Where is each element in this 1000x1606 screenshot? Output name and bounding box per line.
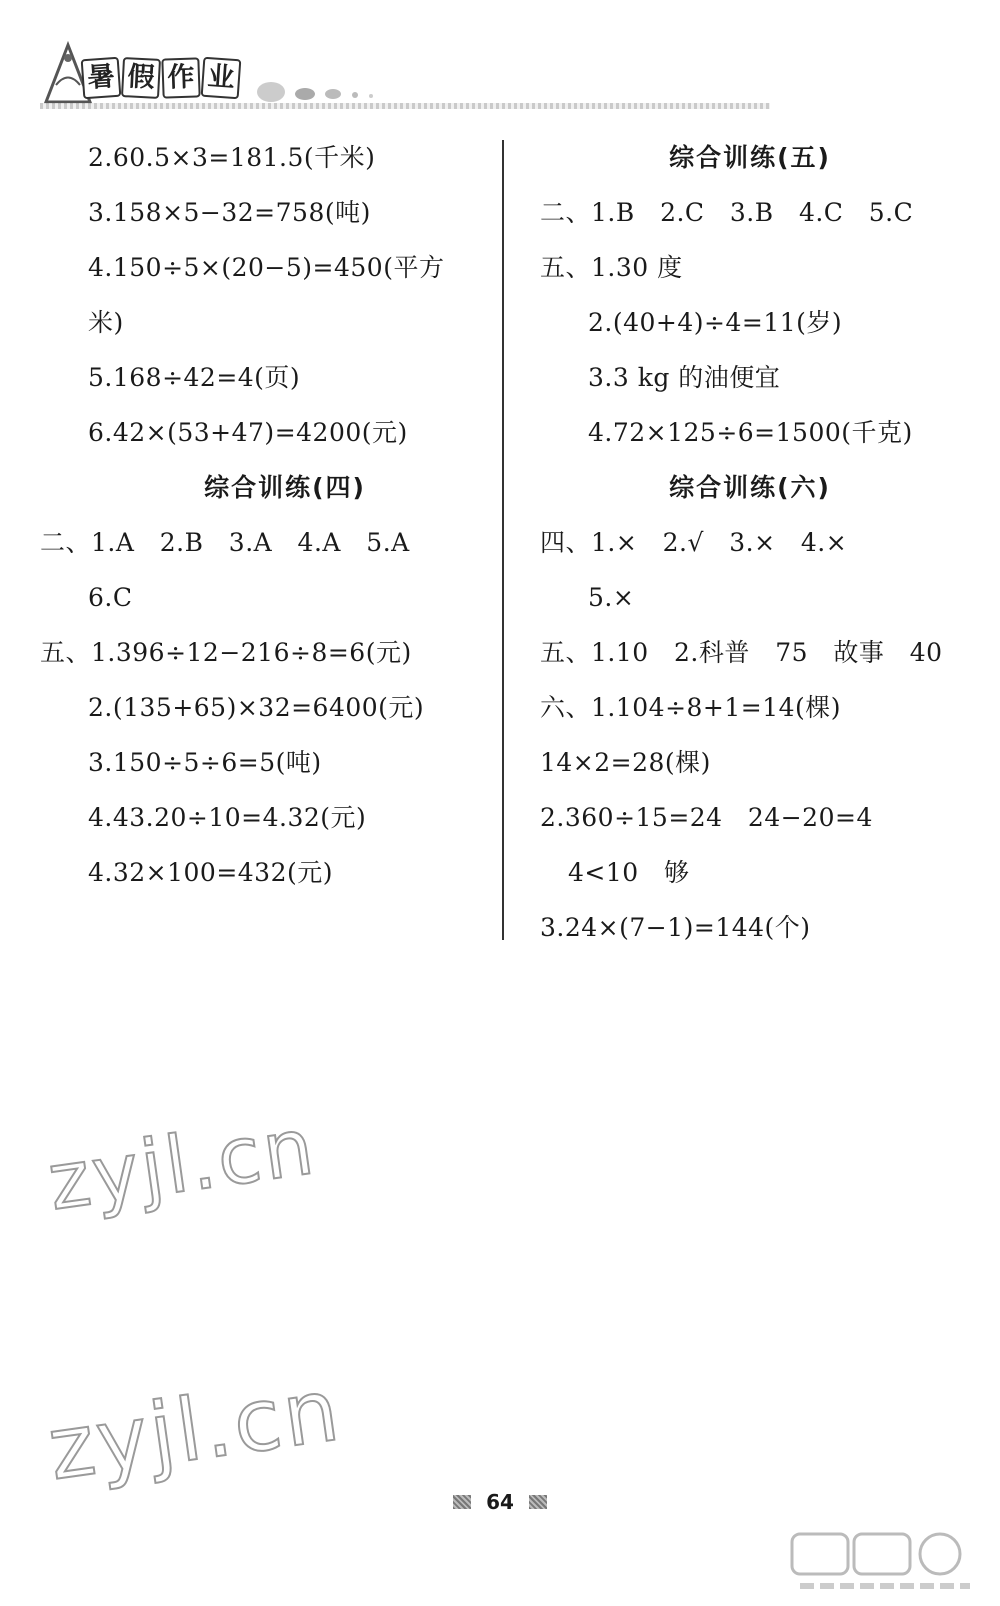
answer-line: 四、1.× 2.√ 3.× 4.×: [540, 528, 848, 557]
answer-line: 6.C: [88, 583, 133, 612]
answer-line: 2.(40+4)÷4=11(岁): [588, 308, 843, 337]
column-divider: [502, 140, 504, 940]
answer-line: 4<10 够: [568, 858, 690, 887]
header-underline: [40, 103, 770, 109]
answer-line: 3.158×5−32=758(吨): [88, 198, 371, 227]
left-column: [40, 130, 490, 900]
answer-line: 2.(135+65)×32=6400(元): [88, 693, 425, 722]
page-header: [0, 0, 1000, 120]
answer-line: 5.×: [588, 583, 635, 612]
footer-decoration-icon: [529, 1495, 547, 1509]
answer-line: 3.150÷5÷6=5(吨): [88, 748, 322, 777]
answer-line: 14×2=28(棵): [540, 748, 711, 777]
answer-line: 4.32×100=432(元): [88, 858, 334, 887]
watermark: zyjl.cn: [43, 1101, 322, 1229]
answer-line: 五、1.10 2.科普 75 故事 40: [540, 638, 943, 667]
footer-decoration-icon: [453, 1495, 471, 1509]
answer-line: 6.42×(53+47)=4200(元): [88, 418, 408, 447]
answer-line: 六、1.104÷8+1=14(棵): [540, 693, 842, 722]
section-heading: 综合训练(五): [669, 143, 831, 172]
answer-line: 米): [88, 308, 124, 337]
answer-line: 2.60.5×3=181.5(千米): [88, 143, 376, 172]
answer-line: 4.43.20÷10=4.32(元): [88, 803, 367, 832]
header-char: 作: [161, 57, 200, 98]
page-footer: [0, 1490, 1000, 1514]
right-column: [540, 130, 960, 955]
watermark: zyjl.cn: [42, 1360, 348, 1500]
answer-line: 3.3 kg 的油便宜: [588, 363, 781, 392]
site-logo-icon: [790, 1530, 980, 1600]
answer-line: 4.150÷5×(20−5)=450(平方: [88, 253, 445, 282]
header-char: 假: [121, 57, 161, 99]
header-title: [82, 58, 240, 98]
header-char: 暑: [81, 57, 122, 100]
answer-line: 3.24×(7−1)=144(个): [540, 913, 811, 942]
answer-line: 2.360÷15=24 24−20=4: [540, 803, 873, 832]
page-number: 64: [486, 1490, 514, 1514]
answer-line: 5.168÷42=4(页): [88, 363, 301, 392]
answer-line: 五、1.30 度: [540, 253, 683, 282]
answer-line: 五、1.396÷12−216÷8=6(元): [40, 638, 412, 667]
answer-line: 二、1.B 2.C 3.B 4.C 5.C: [540, 198, 914, 227]
answer-line: 二、1.A 2.B 3.A 4.A 5.A: [40, 528, 410, 557]
section-heading: 综合训练(四): [204, 473, 366, 502]
header-char: 业: [201, 57, 242, 100]
answer-line: 4.72×125÷6=1500(千克): [588, 418, 913, 447]
section-heading: 综合训练(六): [669, 473, 831, 502]
